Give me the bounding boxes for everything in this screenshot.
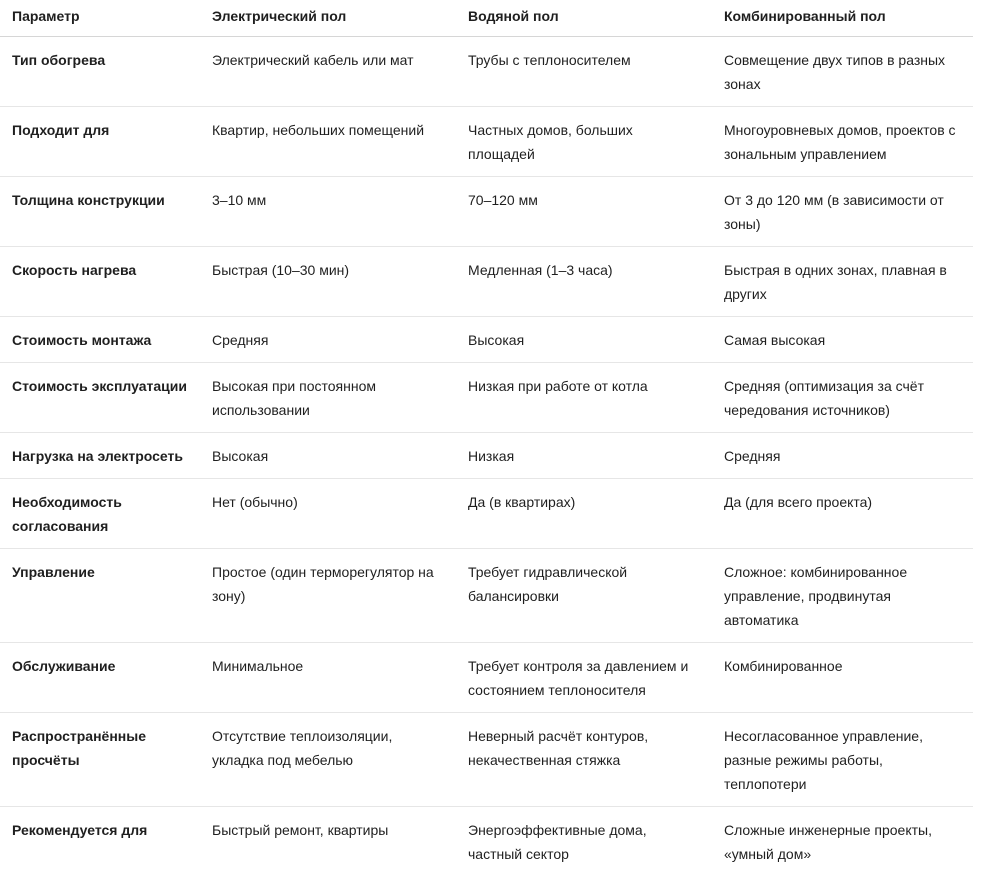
param-cell: Стоимость эксплуатации (0, 363, 200, 433)
table-row (0, 433, 973, 479)
water-cell: Трубы с теплоносителем (456, 37, 712, 107)
header-cell-electric: Электрический пол (200, 0, 456, 37)
table-row (0, 37, 973, 107)
electric-cell: Электрический кабель или мат (200, 37, 456, 107)
param-cell: Тип обогрева (0, 37, 200, 107)
electric-cell: Быстрый ремонт, квартиры (200, 807, 456, 876)
electric-cell: Быстрая (10–30 мин) (200, 247, 456, 317)
combined-cell: Да (для всего проекта) (712, 479, 973, 549)
combined-cell: Средняя (712, 433, 973, 479)
water-cell: Неверный расчёт контуров, некачественная стяжка (456, 713, 712, 807)
table-row (0, 643, 973, 713)
water-cell: Высокая (456, 317, 712, 363)
param-cell: Распространённые просчёты (0, 713, 200, 807)
table-row (0, 177, 973, 247)
combined-cell: Средняя (оптимизация за счёт чередования источников) (712, 363, 973, 433)
table-header (0, 0, 973, 37)
table-body (0, 37, 973, 876)
param-cell: Подходит для (0, 107, 200, 177)
combined-cell: Самая высокая (712, 317, 973, 363)
electric-cell: Минимальное (200, 643, 456, 713)
param-cell: Стоимость монтажа (0, 317, 200, 363)
electric-cell: 3–10 мм (200, 177, 456, 247)
water-cell: 70–120 мм (456, 177, 712, 247)
param-cell: Нагрузка на электросеть (0, 433, 200, 479)
table-row (0, 479, 973, 549)
table-row (0, 713, 973, 807)
header-cell-parameter: Параметр (0, 0, 200, 37)
electric-cell: Высокая при постоянном использовании (200, 363, 456, 433)
combined-cell: Комбинированное (712, 643, 973, 713)
electric-cell: Отсутствие теплоизоляции, укладка под мебелью (200, 713, 456, 807)
electric-cell: Простое (один терморегулятор на зону) (200, 549, 456, 643)
combined-cell: Многоуровневых домов, проектов с зональным управлением (712, 107, 973, 177)
water-cell: Низкая при работе от котла (456, 363, 712, 433)
electric-cell: Высокая (200, 433, 456, 479)
water-cell: Да (в квартирах) (456, 479, 712, 549)
combined-cell: Несогласованное управление, разные режимы работы, теплопотери (712, 713, 973, 807)
table-row (0, 363, 973, 433)
combined-cell: Совмещение двух типов в разных зонах (712, 37, 973, 107)
combined-cell: Быстрая в одних зонах, плавная в других (712, 247, 973, 317)
param-cell: Рекомендуется для (0, 807, 200, 876)
param-cell: Толщина конструкции (0, 177, 200, 247)
water-cell: Частных домов, больших площадей (456, 107, 712, 177)
param-cell: Обслуживание (0, 643, 200, 713)
param-cell: Скорость нагрева (0, 247, 200, 317)
water-cell: Низкая (456, 433, 712, 479)
combined-cell: Сложное: комбинированное управление, продвинутая автоматика (712, 549, 973, 643)
table-row (0, 807, 973, 876)
table-row (0, 247, 973, 317)
electric-cell: Нет (обычно) (200, 479, 456, 549)
table-row (0, 107, 973, 177)
header-cell-water: Водяной пол (456, 0, 712, 37)
water-cell: Медленная (1–3 часа) (456, 247, 712, 317)
water-cell: Требует гидравлической балансировки (456, 549, 712, 643)
table-row (0, 317, 973, 363)
electric-cell: Квартир, небольших помещений (200, 107, 456, 177)
water-cell: Энергоэффективные дома, частный сектор (456, 807, 712, 876)
header-cell-combined: Комбинированный пол (712, 0, 973, 37)
water-cell: Требует контроля за давлением и состоянием теплоносителя (456, 643, 712, 713)
param-cell: Необходимость согласования (0, 479, 200, 549)
header-row (0, 0, 973, 37)
electric-cell: Средняя (200, 317, 456, 363)
table-row (0, 549, 973, 643)
combined-cell: От 3 до 120 мм (в зависимости от зоны) (712, 177, 973, 247)
param-cell: Управление (0, 549, 200, 643)
combined-cell: Сложные инженерные проекты, «умный дом» (712, 807, 973, 876)
